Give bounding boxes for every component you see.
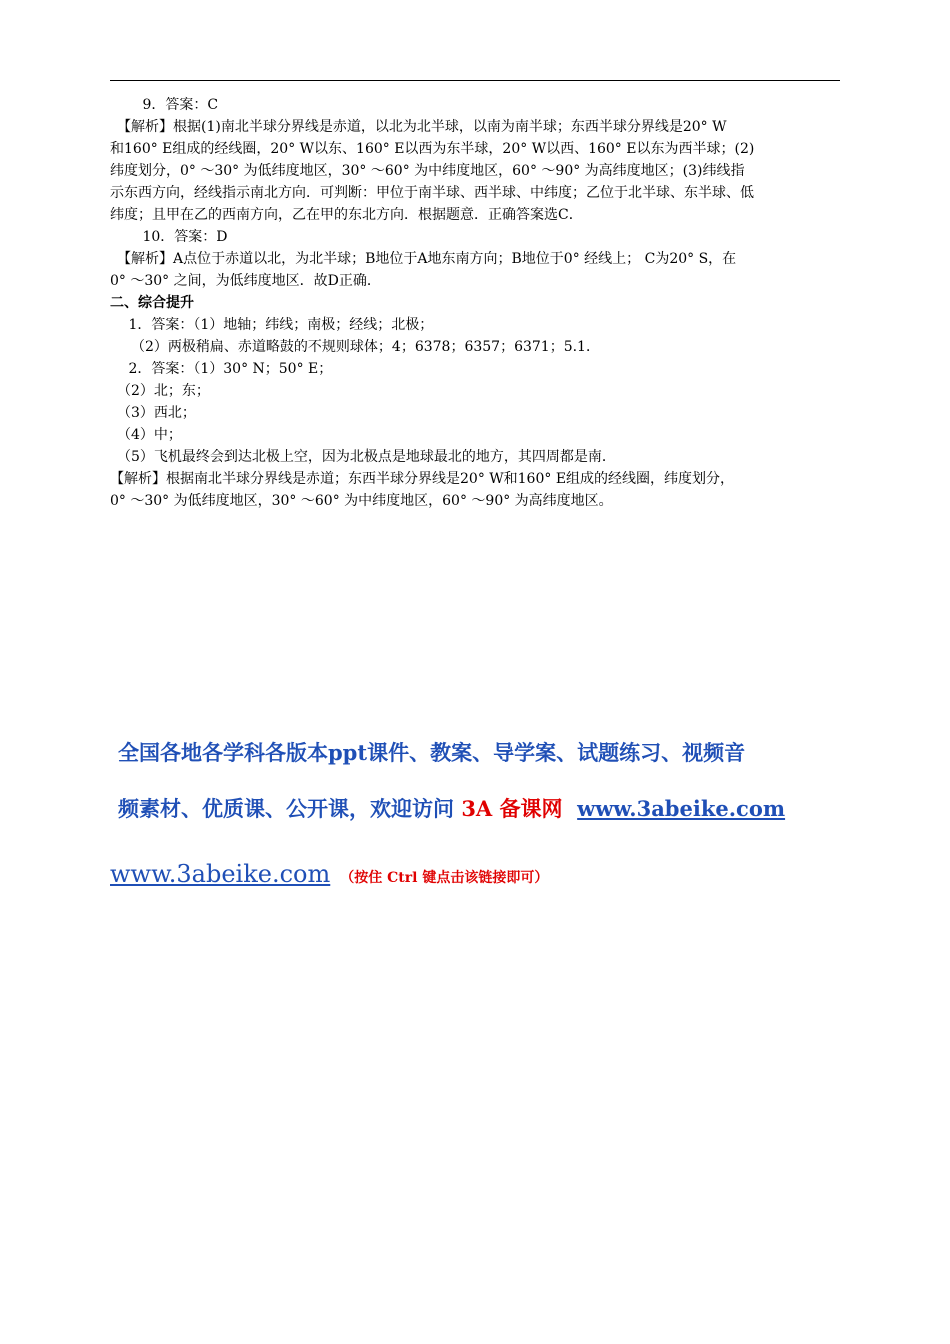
promo-line-1: 全国各地各学科各版本ppt课件、教案、导学案、试题练习、视频音 (118, 740, 746, 765)
text-line: （5）飞机最终会到达北极上空，因为北极点是地球最北的地方，其四周都是南． (110, 449, 616, 465)
promo-site-link[interactable]: www.3abeike.com (577, 796, 786, 821)
text-line: （2）两极稍扁、赤道略鼓的不规则球体；4；6378；6357；6371；5.1． (110, 339, 600, 355)
text-line: 9．答案：C (110, 97, 219, 113)
text-line: 0° ～30° 为低纬度地区，30° ～60° 为中纬度地区，60° ～90° 为高纬度地区。 (110, 493, 613, 509)
text-line: 示东西方向，经线指示南北方向．可判断：甲位于南半球、西半球、中纬度；乙位于北半球、东半球、低 (110, 185, 754, 201)
text-line: 和160° E组成的经线圈，20° W以东、160° E以西为东半球，20° W以西、160° E以东为西半球；(2) (110, 141, 755, 157)
text-line: 【解析】根据南北半球分界线是赤道；东西半球分界线是20° W和160° E组成的经线圈，纬度划分， (110, 471, 735, 487)
text-line: 纬度划分，0° ～30° 为低纬度地区，30° ～60° 为中纬度地区，60° ～90° 为高纬度地区；(3)纬线指 (110, 163, 745, 179)
text-line: 0° ～30° 之间，为低纬度地区．故D正确． (110, 273, 381, 289)
text-line: 二、综合提升 (110, 295, 194, 311)
promo-line-2-text: 频素材、优质课、公开课，欢迎访问 (118, 796, 462, 821)
ctrl-click-note: （按住 Ctrl 键点击该链接即可） (340, 870, 549, 886)
link-line (110, 860, 548, 888)
text-line: （4）中； (110, 427, 182, 443)
text-line: 【解析】A点位于赤道以北，为北半球；B地位于A地东南方向；B地位于0° 经线上； C为20° S，在 (110, 251, 737, 267)
promo-line-2 (118, 789, 878, 845)
text-line: 2．答案：（1）30° N；50° E； (110, 361, 333, 377)
promo-block (118, 733, 878, 845)
text-line: 【解析】根据(1)南北半球分界线是赤道，以北为北半球，以南为南半球；东西半球分界线是20° W (110, 119, 727, 135)
promo-site-name: 3A 备课网 (461, 796, 563, 821)
text-line: 纬度；且甲在乙的西南方向，乙在甲的东北方向．根据题意．正确答案选C． (110, 207, 583, 223)
text-line: （3）西北； (110, 405, 196, 421)
text-line: 10．答案：D (110, 229, 228, 245)
answer-content (110, 94, 840, 512)
text-line: （2）北；东； (110, 383, 210, 399)
text-line: 1．答案：（1）地轴；纬线；南极；经线；北极； (110, 317, 434, 333)
site-link-big[interactable]: www.3abeike.com (110, 860, 331, 888)
header-rule (110, 80, 840, 81)
